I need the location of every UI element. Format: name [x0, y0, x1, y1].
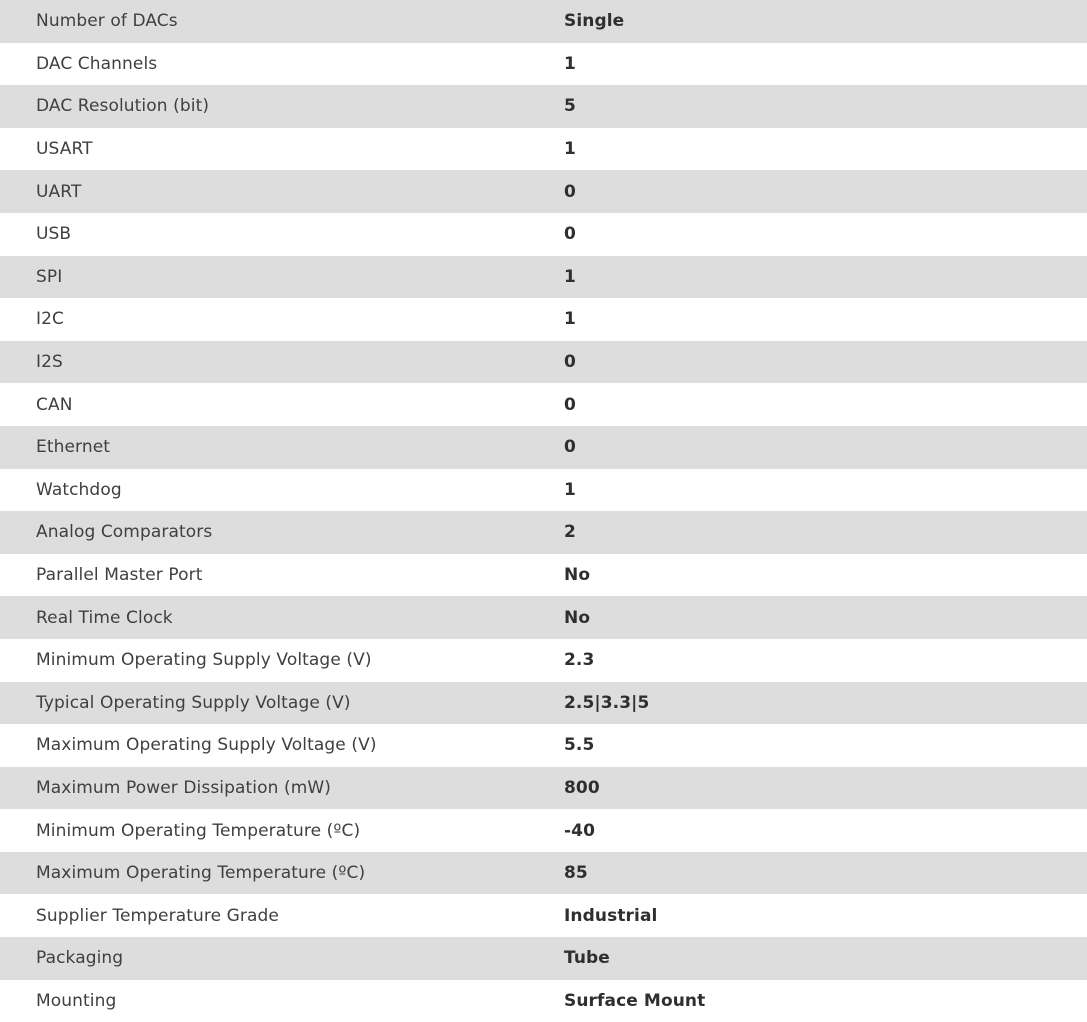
spec-value: No [564, 607, 591, 628]
table-row [0, 85, 1087, 128]
table-row [0, 980, 1087, 1022]
spec-value: Tube [564, 948, 610, 969]
table-row [0, 511, 1087, 554]
spec-value: 5.5 [564, 735, 595, 756]
spec-value: 1 [564, 139, 576, 160]
spec-value: Single [564, 11, 625, 32]
spec-label: Minimum Operating Supply Voltage (V) [36, 650, 372, 671]
spec-value: Industrial [564, 905, 658, 926]
spec-label: Number of DACs [36, 11, 178, 32]
spec-value: Surface Mount [564, 990, 706, 1011]
spec-value: 1 [564, 479, 576, 500]
table-row [0, 724, 1087, 767]
spec-value: 0 [564, 394, 576, 415]
spec-label: I2S [36, 352, 63, 373]
table-row [0, 383, 1087, 426]
spec-label: Ethernet [36, 437, 111, 458]
spec-label: USB [36, 224, 72, 245]
spec-value: 0 [564, 352, 576, 373]
spec-value: 1 [564, 53, 576, 74]
table-row [0, 596, 1087, 639]
table-row [0, 0, 1087, 43]
spec-value: 1 [564, 309, 576, 330]
table-row [0, 894, 1087, 937]
table-row [0, 43, 1087, 86]
spec-label: Parallel Master Port [36, 565, 203, 586]
spec-label: Minimum Operating Temperature (ºC) [36, 820, 361, 841]
spec-label: DAC Resolution (bit) [36, 96, 210, 117]
spec-label: Mounting [36, 990, 117, 1011]
spec-label: I2C [36, 309, 64, 330]
table-row [0, 170, 1087, 213]
spec-label: Real Time Clock [36, 607, 173, 628]
spec-value: 85 [564, 863, 588, 884]
spec-label: Maximum Operating Supply Voltage (V) [36, 735, 377, 756]
spec-value: 0 [564, 181, 576, 202]
spec-label: Supplier Temperature Grade [36, 905, 279, 926]
table-row [0, 256, 1087, 299]
table-row [0, 469, 1087, 512]
spec-value: 0 [564, 437, 576, 458]
spec-label: CAN [36, 394, 73, 415]
spec-label: DAC Channels [36, 53, 158, 74]
table-row [0, 298, 1087, 341]
spec-value: 2 [564, 522, 576, 543]
spec-value: 2.5|3.3|5 [564, 692, 650, 713]
spec-label: Maximum Power Dissipation (mW) [36, 777, 332, 798]
spec-label: UART [36, 181, 82, 202]
table-row [0, 809, 1087, 852]
spec-label: USART [36, 139, 93, 160]
spec-value: 1 [564, 266, 576, 287]
table-row [0, 128, 1087, 171]
spec-label: Analog Comparators [36, 522, 213, 543]
spec-label: SPI [36, 266, 63, 287]
spec-value: -40 [564, 820, 596, 841]
spec-value: 2.3 [564, 650, 595, 671]
table-row [0, 767, 1087, 810]
table-row [0, 426, 1087, 469]
table-row [0, 852, 1087, 895]
table-row [0, 213, 1087, 256]
table-row [0, 639, 1087, 682]
spec-value: 800 [564, 777, 600, 798]
spec-value: 0 [564, 224, 576, 245]
table-row [0, 341, 1087, 384]
spec-label: Watchdog [36, 479, 122, 500]
table-row [0, 937, 1087, 980]
table-row [0, 682, 1087, 725]
spec-label: Packaging [36, 948, 124, 969]
spec-label: Typical Operating Supply Voltage (V) [36, 692, 351, 713]
spec-label: Maximum Operating Temperature (ºC) [36, 863, 366, 884]
table-row [0, 554, 1087, 597]
spec-value: No [564, 565, 591, 586]
spec-value: 5 [564, 96, 576, 117]
